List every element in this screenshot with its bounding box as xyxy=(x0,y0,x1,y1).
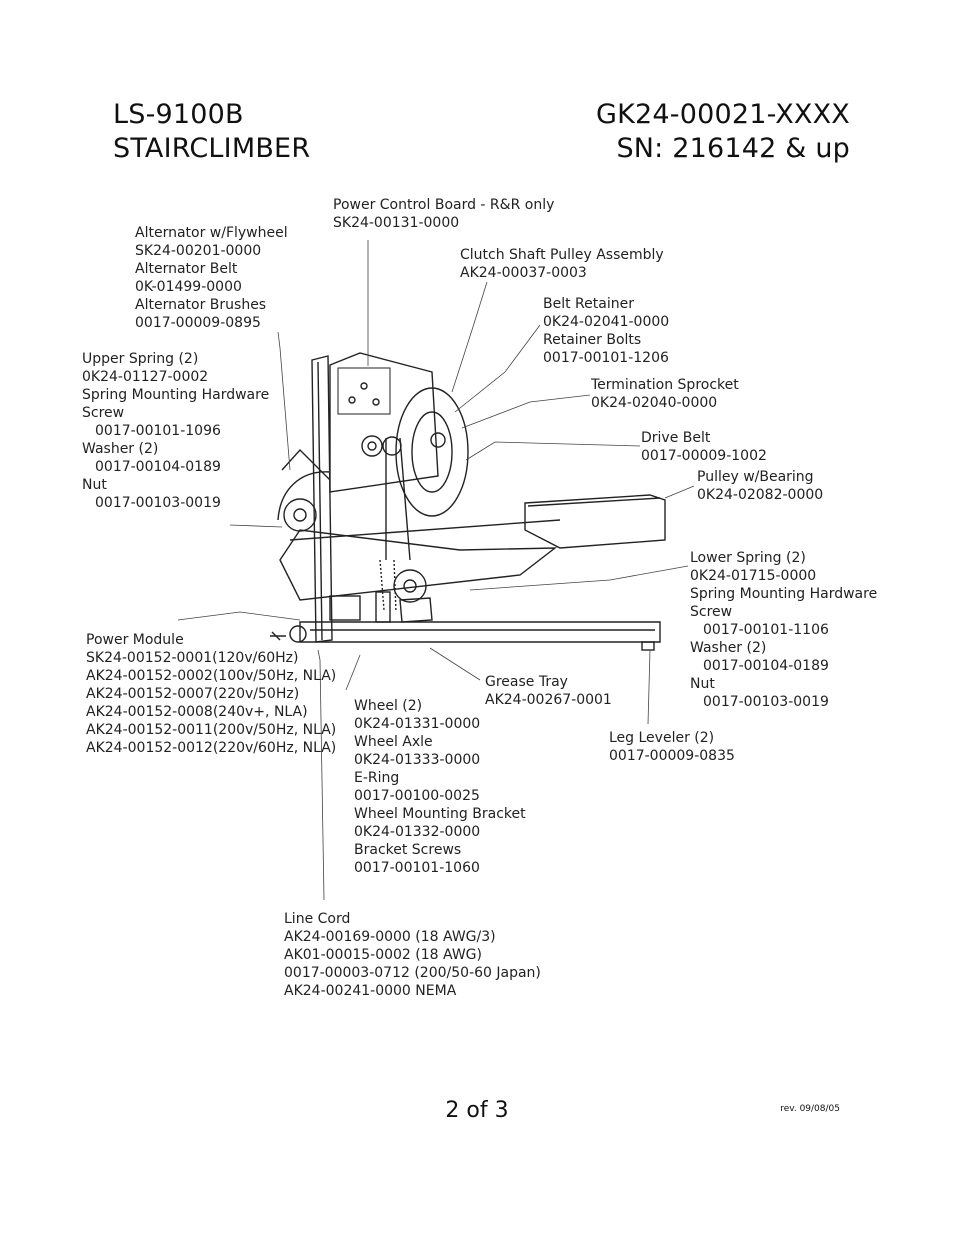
alternator-brushes-part: 0017-00009-0895 xyxy=(135,315,261,331)
termination-label: Termination Sprocket xyxy=(591,377,739,393)
grease-tray-label: Grease Tray xyxy=(485,674,568,690)
bracket-screws-part: 0017-00101-1060 xyxy=(354,860,480,876)
leg-leveler-part xyxy=(642,642,654,650)
power-module-part-5: AK24-00152-0011(200v/50Hz, NLA) xyxy=(86,722,337,738)
alternator-brushes-label: Alternator Brushes xyxy=(135,297,267,313)
power-control-board-part xyxy=(338,368,390,414)
callout-termination-sprocket xyxy=(591,376,739,412)
wheel-axle-part: 0K24-01333-0000 xyxy=(354,752,481,768)
callout-alternator xyxy=(135,224,288,332)
serial-range: SN: 216142 & up xyxy=(616,133,850,164)
bracket-screws-label: Bracket Screws xyxy=(354,842,462,858)
callout-wheel xyxy=(354,697,526,877)
clutch-shaft-label: Clutch Shaft Pulley Assembly xyxy=(460,247,664,263)
line-cord-part-3: 0017-00003-0712 (200/50-60 Japan) xyxy=(284,965,541,981)
callout-lower-spring xyxy=(690,549,877,711)
wheel-label: Wheel (2) xyxy=(354,698,423,714)
upper-nut-label: Nut xyxy=(82,477,107,493)
clutch-shaft-part: AK24-00037-0003 xyxy=(460,265,587,281)
retainer-bolts-label: Retainer Bolts xyxy=(543,332,642,348)
line-cord-part-2: AK01-00015-0002 (18 AWG) xyxy=(284,947,482,963)
upper-screw-part: 0017-00101-1096 xyxy=(95,423,221,439)
model-number: LS-9100B xyxy=(113,99,244,130)
lower-screw-part: 0017-00101-1106 xyxy=(703,622,829,638)
upper-nut-part: 0017-00103-0019 xyxy=(95,495,221,511)
callout-clutch-shaft xyxy=(460,246,664,282)
alternator-part: SK24-00201-0000 xyxy=(135,243,262,259)
revision-date: rev. 09/08/05 xyxy=(780,1104,840,1114)
flywheel-part xyxy=(396,388,468,516)
callout-pulley xyxy=(697,468,823,504)
upper-screw-label: Screw xyxy=(82,405,125,421)
lower-nut-label: Nut xyxy=(690,676,715,692)
line-cord-part-4: AK24-00241-0000 NEMA xyxy=(284,983,457,999)
belt-retainer-part: 0K24-02041-0000 xyxy=(543,314,670,330)
lower-screw-label: Screw xyxy=(690,604,733,620)
base-frame xyxy=(300,622,660,642)
power-module-part-6: AK24-00152-0012(220v/60Hz, NLA) xyxy=(86,740,337,756)
lower-hardware-label: Spring Mounting Hardware xyxy=(690,586,878,602)
power-module-label: Power Module xyxy=(86,632,184,648)
wheel-part-number: 0K24-01331-0000 xyxy=(354,716,481,732)
callout-leg-leveler xyxy=(609,729,735,765)
callout-power-module xyxy=(86,631,336,757)
electronics-housing xyxy=(330,353,438,492)
lower-washer-part: 0017-00104-0189 xyxy=(703,658,829,674)
callout-line-cord xyxy=(284,910,541,1000)
belt-retainer-label: Belt Retainer xyxy=(543,296,634,312)
wheel-bracket-label: Wheel Mounting Bracket xyxy=(354,806,526,822)
page-number: 2 of 3 xyxy=(445,1098,509,1123)
upper-hardware-label: Spring Mounting Hardware xyxy=(82,387,270,403)
grease-tray-part-number: AK24-00267-0001 xyxy=(485,692,612,708)
power-module-part-2: AK24-00152-0002(100v/50Hz, NLA) xyxy=(86,668,337,684)
power-module-part-3: AK24-00152-0007(220v/50Hz) xyxy=(86,686,300,702)
alternator-belt-part: 0K-01499-0000 xyxy=(135,279,242,295)
power-control-label: Power Control Board - R&R only xyxy=(333,197,555,213)
e-ring-part: 0017-00100-0025 xyxy=(354,788,480,804)
lower-spring-part: 0K24-01715-0000 xyxy=(690,568,817,584)
power-control-part: SK24-00131-0000 xyxy=(333,215,460,231)
lower-spring-label: Lower Spring (2) xyxy=(690,550,806,566)
upper-spring-part xyxy=(278,472,330,520)
e-ring-label: E-Ring xyxy=(354,770,400,786)
line-cord-label: Line Cord xyxy=(284,911,351,927)
callout-upper-spring xyxy=(82,350,269,512)
product-name: STAIRCLIMBER xyxy=(113,133,311,164)
upper-washer-part: 0017-00104-0189 xyxy=(95,459,221,475)
drive-belt-part-number: 0017-00009-1002 xyxy=(641,448,767,464)
lower-nut-part: 0017-00103-0019 xyxy=(703,694,829,710)
upper-washer-label: Washer (2) xyxy=(82,441,159,457)
alternator-label: Alternator w/Flywheel xyxy=(135,225,288,241)
pulley-label: Pulley w/Bearing xyxy=(697,469,814,485)
callout-belt-retainer xyxy=(543,295,669,367)
pulley-part-number: 0K24-02082-0000 xyxy=(697,487,824,503)
line-cord-part-1: AK24-00169-0000 (18 AWG/3) xyxy=(284,929,496,945)
drive-belt-label: Drive Belt xyxy=(641,430,711,446)
leg-leveler-label: Leg Leveler (2) xyxy=(609,730,715,746)
upper-spring-label: Upper Spring (2) xyxy=(82,351,199,367)
power-module-part-1: SK24-00152-0001(120v/60Hz) xyxy=(86,650,299,666)
termination-sprocket-part xyxy=(431,433,445,447)
lower-washer-label: Washer (2) xyxy=(690,640,767,656)
termination-part: 0K24-02040-0000 xyxy=(591,395,718,411)
callout-power-control-board xyxy=(333,196,554,232)
retainer-bolts-part: 0017-00101-1206 xyxy=(543,350,669,366)
wheel-axle-label: Wheel Axle xyxy=(354,734,433,750)
power-module-part xyxy=(330,596,360,620)
clutch-pulley-part xyxy=(362,436,382,456)
alternator-belt-label: Alternator Belt xyxy=(135,261,238,277)
upper-spring-part: 0K24-01127-0002 xyxy=(82,369,209,385)
leg-leveler-part-number: 0017-00009-0835 xyxy=(609,748,735,764)
power-module-part-4: AK24-00152-0008(240v+, NLA) xyxy=(86,704,308,720)
callout-drive-belt xyxy=(641,429,767,465)
wheel-bracket-part: 0K24-01332-0000 xyxy=(354,824,481,840)
part-number: GK24-00021-XXXX xyxy=(595,99,850,130)
